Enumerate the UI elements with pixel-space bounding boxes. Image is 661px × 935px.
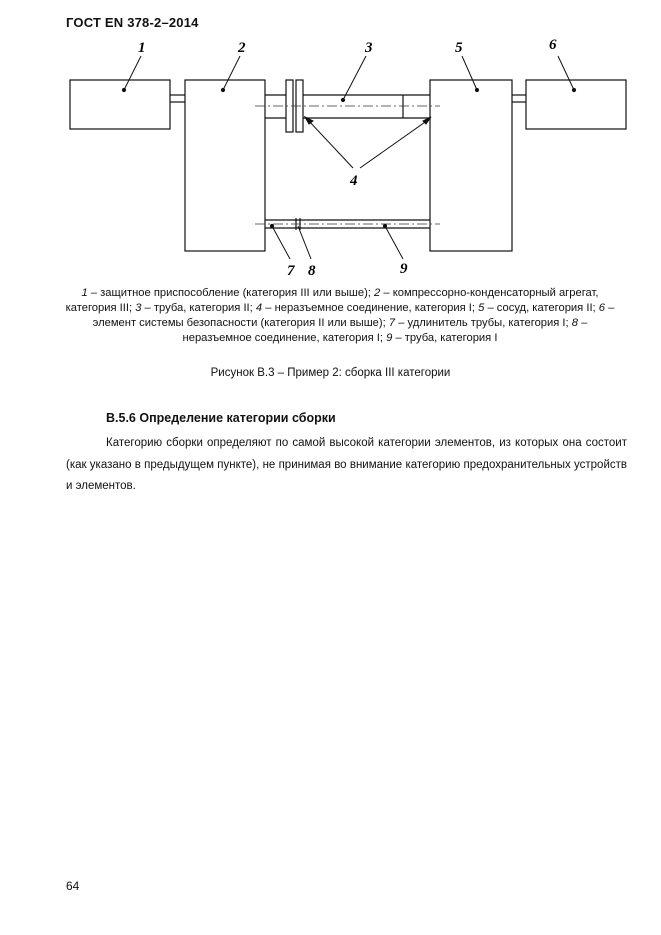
legend-key: 7	[388, 317, 396, 329]
legend-key: 5	[478, 302, 485, 314]
label-6: 6	[549, 37, 557, 53]
legend-text: – неразъемное соединение, категория I;	[262, 302, 479, 314]
label-9: 9	[400, 261, 408, 277]
label-2: 2	[238, 40, 246, 56]
section-heading	[106, 411, 336, 425]
legend-key: 3	[135, 302, 142, 314]
assembly-diagram	[0, 0, 661, 285]
legend-key: 4	[255, 302, 263, 314]
label-3: 3	[365, 40, 373, 56]
legend-text: – элемент системы безопасности (категория II или выше);	[92, 302, 615, 329]
legend-key: 9	[386, 332, 393, 344]
box-5-vessel	[430, 80, 512, 251]
figure-caption: Рисунок В.3 – Пример 2: сборка III категории	[210, 367, 451, 379]
legend-key: 8	[571, 317, 578, 329]
label-5: 5	[455, 40, 463, 56]
legend-key: 2	[374, 287, 381, 299]
legend-text: – компрессорно-конденсаторный агрегат, категория III;	[65, 287, 599, 314]
label-8: 8	[308, 263, 316, 279]
legend-text: – труба, категория II;	[141, 302, 256, 314]
figure-legend	[60, 286, 620, 346]
document-header: ГОСТ EN 378-2–2014	[66, 15, 199, 30]
box-2-compressor-unit	[185, 80, 265, 251]
label-7: 7	[287, 263, 295, 279]
label-4: 4	[350, 173, 358, 189]
legend-text: – защитное приспособление (категория III или выше);	[87, 287, 375, 299]
legend-key: 6	[598, 302, 605, 314]
legend-text: – неразъемное соединение, категория I;	[182, 317, 588, 344]
box-1-protective-device	[70, 80, 170, 129]
legend-text: – труба, категория I	[392, 332, 498, 344]
label-1: 1	[138, 40, 146, 56]
section-title: Определение категории сборки	[139, 411, 336, 425]
section-number: В.5.6	[106, 411, 136, 425]
legend-text: – сосуд, категория II;	[484, 302, 599, 314]
page-number: 64	[66, 879, 80, 893]
legend-text: – удлинитель трубы, категория I;	[395, 317, 572, 329]
box-6-safety-element	[526, 80, 626, 129]
legend-key: 1	[81, 287, 88, 299]
body-paragraph: Категорию сборки определяют по самой высокой категории элементов, из которых она состоит (как указано в предыдущем пункте), не принимая во внимание категорию предохранительных устройств и элементов.	[66, 437, 627, 492]
